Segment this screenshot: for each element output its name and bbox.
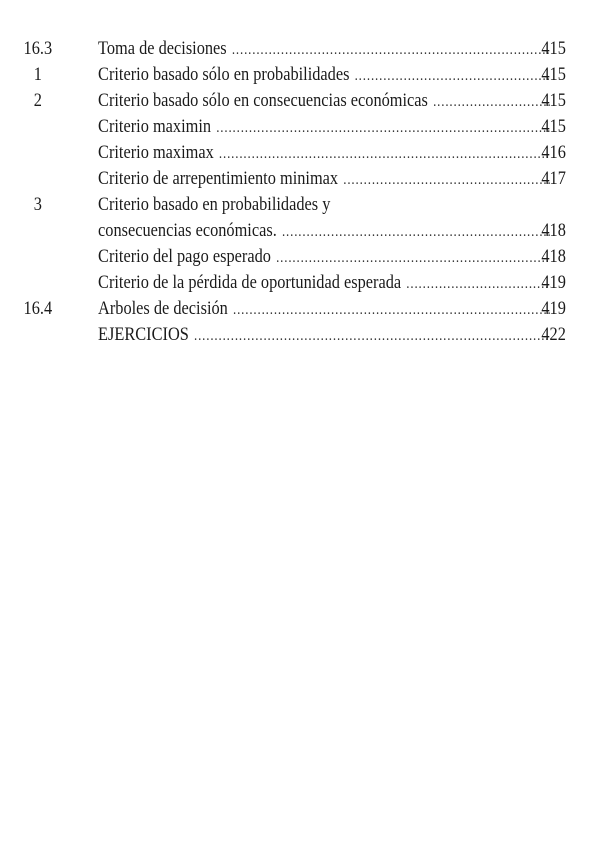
- toc-entry: [0, 88, 600, 114]
- dot-leader: [406, 271, 550, 297]
- toc-entry-page: 422: [541, 324, 566, 345]
- toc-entry-number: 3: [33, 194, 42, 215]
- dot-leader: [194, 323, 550, 349]
- toc-entry-page: 417: [541, 168, 566, 189]
- dot-leader: [232, 37, 551, 63]
- toc-entry-title: Criterio basado sólo en consecuencias económicas: [98, 90, 428, 111]
- dot-leader: [343, 167, 550, 193]
- toc-entry: [0, 270, 600, 296]
- dot-leader: [355, 63, 551, 89]
- toc-entry-title: Criterio maximax: [98, 142, 214, 163]
- toc-entry-title: Criterio del pago esperado: [98, 246, 271, 267]
- dot-leader: [219, 141, 550, 167]
- toc-entry-page: 418: [541, 220, 566, 241]
- toc-entry: [0, 114, 600, 140]
- toc-entry: [0, 36, 600, 62]
- toc-entry-number: 16.3: [23, 38, 53, 59]
- toc-entry: [0, 322, 600, 348]
- toc-entry-page: 415: [541, 90, 566, 111]
- dot-leader: [282, 219, 550, 245]
- toc-entry-title: Criterio de la pérdida de oportunidad esperada: [98, 272, 402, 293]
- toc-entry-title: Arboles de decisión: [98, 298, 228, 319]
- dot-leader: [276, 245, 550, 271]
- toc-entry: [0, 140, 600, 166]
- toc-entry-page: 416: [541, 142, 566, 163]
- toc-entry-title: Toma de decisiones: [98, 38, 227, 59]
- toc-entry: [0, 218, 600, 244]
- toc-entry-page: 415: [541, 116, 566, 137]
- toc-entry: [0, 166, 600, 192]
- toc-entry-title: Criterio de arrepentimiento minimax: [98, 168, 339, 189]
- toc-entry-title: EJERCICIOS: [98, 324, 189, 345]
- toc-entry-title: Criterio basado sólo en probabilidades: [98, 64, 350, 85]
- toc-entry: [0, 192, 600, 218]
- toc-entry-title: consecuencias económicas.: [98, 220, 277, 241]
- toc-entry-number: 16.4: [23, 298, 53, 319]
- toc-entry-page: 418: [541, 246, 566, 267]
- toc-entry-number: 1: [33, 64, 42, 85]
- dot-leader: [233, 297, 550, 323]
- toc-entry-page: 415: [541, 64, 566, 85]
- toc-entry-title: Criterio maximin: [98, 116, 212, 137]
- dot-leader: [216, 115, 550, 141]
- toc-entry-page: 419: [541, 272, 566, 293]
- toc-entry: [0, 296, 600, 322]
- toc-entry-page: 419: [541, 298, 566, 319]
- toc-entry-title: Criterio basado en probabilidades y: [98, 194, 331, 215]
- toc-entry-number: 2: [33, 90, 42, 111]
- table-of-contents: [0, 36, 600, 348]
- toc-entry: [0, 244, 600, 270]
- toc-entry-page: 415: [541, 38, 566, 59]
- toc-entry: [0, 62, 600, 88]
